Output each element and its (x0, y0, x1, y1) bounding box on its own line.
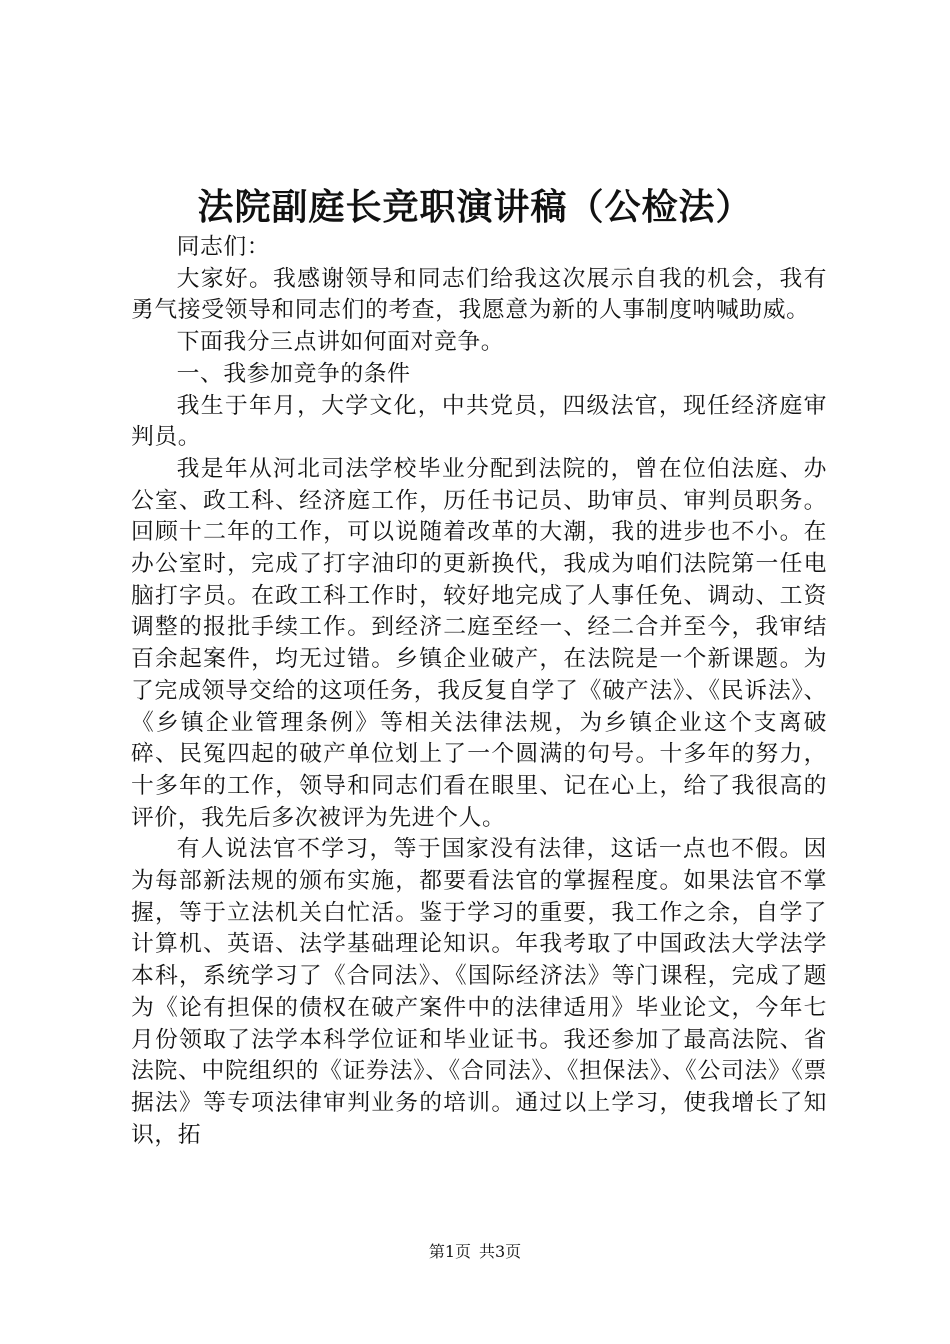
paragraph-profile: 我生于年月，大学文化，中共党员，四级法官，现任经济庭审判员。 (131, 392, 827, 451)
paragraph-intro: 下面我分三点讲如何面对竞争。 (176, 329, 505, 356)
paragraph-greeting: 大家好。我感谢领导和同志们给我这次展示自我的机会，我有勇气接受领导和同志们的考查，我愿意为新的人事制度呐喊助威。 (131, 265, 827, 324)
page-total: 共3页 (479, 1242, 522, 1261)
paragraph-salutation: 同志们： (176, 234, 271, 260)
section-heading-1: 一、我参加竞争的条件 (176, 360, 411, 387)
page-number: 第1页 (428, 1242, 471, 1261)
document-title: 法院副庭长竞职演讲稿（公检法） (197, 187, 753, 228)
paragraph-experience: 我是年从河北司法学校毕业分配到法院的，曾在位伯法庭、办公室、政工科、经济庭工作，历任书记员、助审员、审判员职务。回顾十二年的工作，可以说随着改革的大潮，我的进步也不小。在办公室时，完成了打字油印的更新换代，我成为咱们法院第一任电脑打字员。在政工科工作时，较好地完成了人事任免、调动、工资调整的报批手续工作。到经济二庭至经一、经二合并至今，我审结百余起案件，均无过错。乡镇企业破产，在法院是一个新课题。为了完成领导交给的这项任务，我反复自学了《破产法》、《民诉法》、《乡镇企业管理条例》等相关法律法规，为乡镇企业这个支离破碎、民冤四起的破产单位划上了一个圆满的句号。十多年的努力，十多年的工作，领导和同志们看在眼里、记在心上，给了我很高的评价，我先后多次被评为先进个人。 (131, 455, 827, 831)
document-body (131, 232, 827, 1151)
paragraph-study: 有人说法官不学习，等于国家没有法律，这话一点也不假。因为每部新法规的颁布实施，都要看法官的掌握程度。如果法官不掌握，等于立法机关白忙活。鉴于学习的重要，我工作之余，自学了计算机、英语、法学基础理论知识。年我考取了中国政法大学法学本科，系统学习了《合同法》、《国际经济法》等门课程，完成了题为《论有担保的债权在破产案件中的法律适用》毕业论文，今年七月份领取了法学本科学位证和毕业证书。我还参加了最高法院、省法院、中院组织的《证券法》、《合同法》、《担保法》、《公司法》《票据法》等专项法律审判业务的培训。通过以上学习，使我增长了知识，拓 (131, 836, 827, 1148)
page-footer (0, 1242, 950, 1262)
